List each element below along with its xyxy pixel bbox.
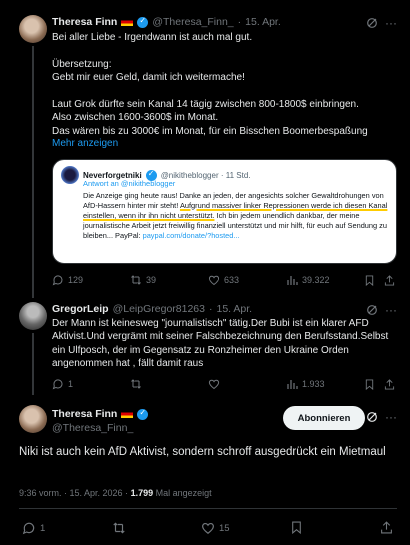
germany-flag-icon <box>121 410 133 418</box>
share-icon[interactable] <box>380 521 393 534</box>
reply-count: 1 <box>40 522 46 534</box>
embed-text-highlight: Aufgrund massiver linker Repressionen werde ich diesen Kanal einstellen, wenn ihr ihn nicht unterstützt. <box>83 201 388 220</box>
like-button[interactable] <box>208 378 224 390</box>
follow-button[interactable]: Abonnieren <box>283 406 365 430</box>
reply-count: 129 <box>68 275 84 285</box>
heart-icon <box>201 521 215 535</box>
repost-button[interactable] <box>112 521 130 535</box>
author-name[interactable]: Theresa Finn <box>52 16 118 28</box>
tweet-text: Der Mann ist keinesweg "journalistisch" tätig.Der Bubi ist ein klarer AFD Aktivist.Und vergrämt mit seiner Falschbezeichnung den Berufsstand.Selbst ein Ulfposch, der im Gegensatz zu Ronzheimer den Ukraine Orden angenommen hat , fällt damit raus <box>52 318 389 370</box>
repost-count: 39 <box>146 275 157 285</box>
grok-icon[interactable] <box>366 17 378 29</box>
repost-icon <box>130 378 142 390</box>
views-icon <box>286 378 298 390</box>
embed-reply-to: Antwort an @nikitheblogger <box>83 179 176 188</box>
repost-icon <box>112 521 126 535</box>
separator-dot: · <box>237 16 242 28</box>
author-handle[interactable]: @Theresa_Finn_ <box>152 16 234 28</box>
tweet-date[interactable]: 15. Apr. <box>245 16 281 28</box>
more-icon[interactable]: ··· <box>385 303 397 317</box>
bookmark-icon[interactable] <box>364 379 375 390</box>
more-icon[interactable]: ··· <box>385 410 397 424</box>
divider <box>19 508 397 509</box>
views-count: 1.799 <box>130 488 154 498</box>
tweet-text: Niki ist auch kein AfD Aktivist, sondern schroff ausgedrückt ein Mietmaul <box>19 446 386 458</box>
reply-button[interactable] <box>22 521 45 535</box>
more-icon[interactable]: ··· <box>385 16 397 30</box>
like-button[interactable] <box>208 274 239 286</box>
avatar[interactable] <box>19 15 47 43</box>
author-handle[interactable]: @Theresa_Finn_ <box>52 422 134 434</box>
tweet-header <box>52 16 281 28</box>
author-name[interactable]: Theresa Finn <box>52 408 118 420</box>
tweet-header <box>52 408 148 420</box>
heart-icon <box>208 378 220 390</box>
like-count: 15 <box>219 522 230 534</box>
grok-icon[interactable] <box>366 411 378 423</box>
repost-button[interactable] <box>130 378 146 390</box>
embed-text-part2: Ich bin jedem unendlich dankbar, der meine journalistische Arbeit jetzt freiwillig finanziell unterstützt und mir hilft, für euch auf Sendung zu bleiben... PayPal: <box>83 211 387 240</box>
separator-dot: · <box>208 303 213 315</box>
bookmark-icon[interactable] <box>364 275 375 286</box>
tweet-timestamp[interactable]: 9:36 vorm. · 15. Apr. 2026 · <box>19 488 131 498</box>
tweet-meta <box>19 488 212 498</box>
views-icon <box>286 274 298 286</box>
embed-avatar <box>61 166 79 184</box>
like-count: 633 <box>224 275 240 285</box>
views-count: 39.322 <box>302 275 330 285</box>
thread-line <box>32 333 34 395</box>
germany-flag-icon <box>121 18 133 26</box>
reply-icon <box>52 274 64 286</box>
heart-icon <box>208 274 220 286</box>
tweet-date[interactable]: 15. Apr. <box>216 303 253 315</box>
embed-link: paypal.com/donate/?hosted... <box>142 231 240 240</box>
tweet-header <box>52 303 252 315</box>
reply-count: 1 <box>68 379 74 389</box>
avatar[interactable] <box>19 405 47 433</box>
like-button[interactable] <box>201 521 230 535</box>
embed-text-part1: Die Anzeige ging heute raus! Danke an jeden, der angesichts solcher Gewaltdrohungen von AfD-Hassern hinter mir steht! <box>83 191 384 210</box>
tweet-text: Bei aller Liebe - Irgendwann ist auch mal gut. Übersetzung: Gebt mir euer Geld, damit ich weitermache! Laut Grok dürfte sein Kanal 14 tägig zwischen 800-1800$ einbringen. Also zwischen 1600-3600$ im Monat. Das wären bis zu 3000€ im Monat, für ein Bisschen Boomerbespaßung <box>52 32 368 137</box>
repost-icon <box>130 274 142 286</box>
thread-line <box>32 46 34 298</box>
repost-button[interactable] <box>130 274 156 286</box>
views-label: Mal angezeigt <box>153 488 212 498</box>
views-count: 1.933 <box>302 379 325 389</box>
avatar[interactable] <box>19 302 47 330</box>
verified-badge-icon <box>137 409 148 420</box>
quoted-image[interactable] <box>52 159 397 264</box>
author-handle[interactable]: @LeipGregor81263 <box>112 303 205 315</box>
embed-name: Neverforgetniki <box>83 170 142 180</box>
bookmark-icon[interactable] <box>290 521 303 534</box>
reply-button[interactable] <box>52 274 83 286</box>
reply-icon <box>52 378 64 390</box>
author-handle-row <box>52 422 133 434</box>
reply-icon <box>22 521 36 535</box>
share-icon[interactable] <box>384 379 395 390</box>
views-button[interactable] <box>286 274 330 286</box>
share-icon[interactable] <box>384 275 395 286</box>
verified-badge-icon <box>137 17 148 28</box>
embed-text <box>83 191 393 241</box>
views-button[interactable] <box>286 378 325 390</box>
reply-button[interactable] <box>52 378 73 390</box>
author-name[interactable]: GregorLeip <box>52 303 109 315</box>
embed-time: @nikitheblogger · 11 Std. <box>160 170 251 180</box>
show-more-link[interactable]: Mehr anzeigen <box>52 138 119 149</box>
grok-icon[interactable] <box>366 304 378 316</box>
